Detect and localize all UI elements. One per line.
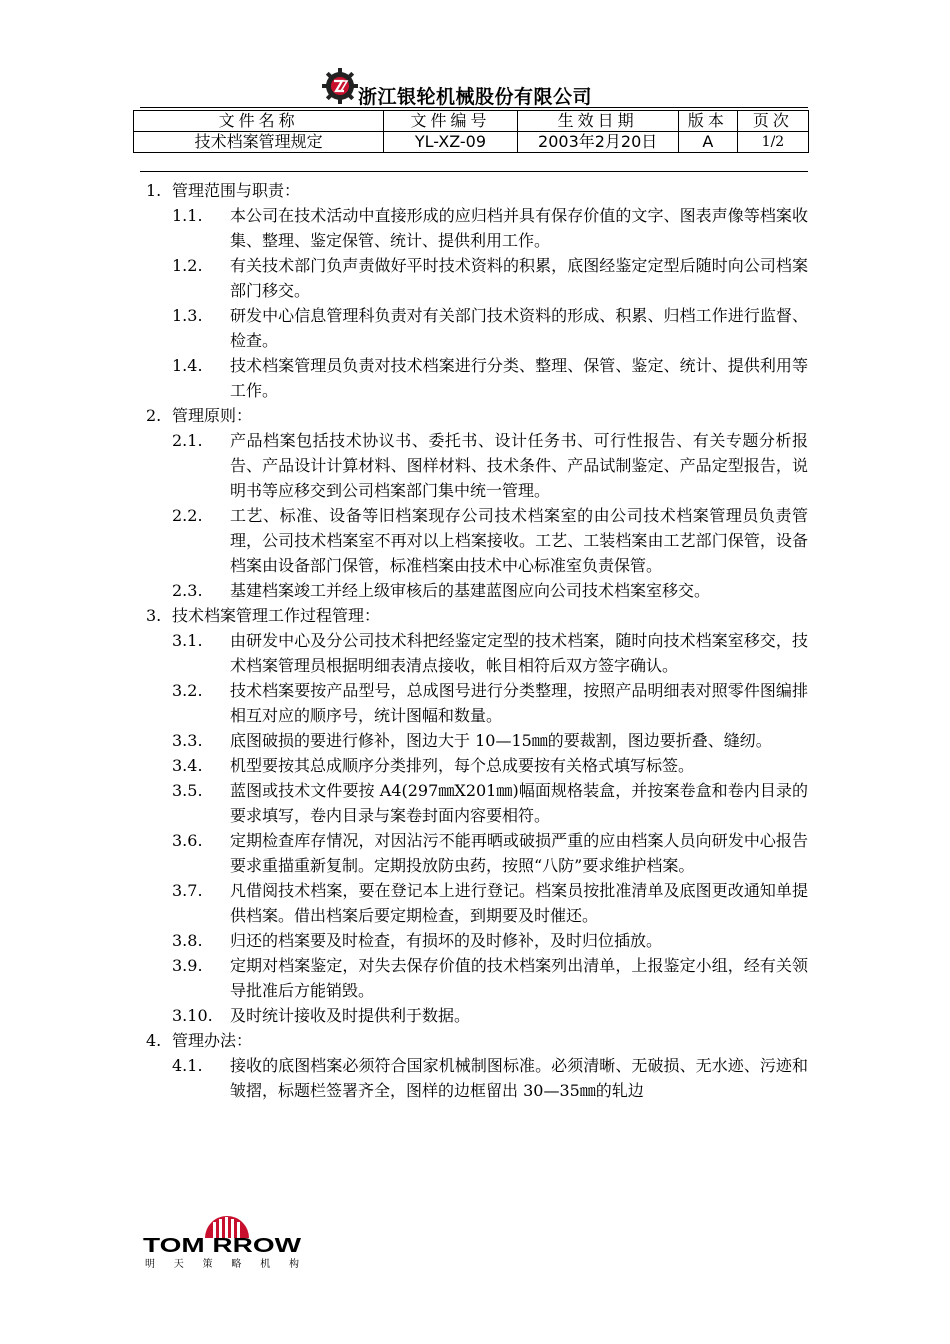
clause-number: 2.1. — [172, 431, 203, 450]
clause-item — [0, 1003, 950, 1028]
clause-text: 归还的档案要及时检查，有损坏的及时修补，及时归位插放。 — [230, 931, 663, 950]
clause-item — [0, 828, 950, 878]
header-effective-date: 生效日期 — [517, 111, 678, 132]
clause-text: 本公司在技术活动中直接形成的应归档并具有保存价值的文字、图表声像等档案收集、整理、鉴定保管、统计、提供利用工作。 — [230, 206, 808, 250]
document-body — [0, 178, 950, 1103]
clause-item — [0, 428, 950, 503]
clause-text: 有关技术部门负声责做好平时技术资料的积累，底图经鉴定定型后随时向公司档案部门移交。 — [230, 256, 808, 300]
clause-item — [0, 628, 950, 678]
company-name: 浙江银轮机械股份有限公司 — [358, 86, 593, 108]
clause-item — [0, 353, 950, 403]
clause-number: 3.4. — [172, 756, 203, 775]
section-heading — [0, 1028, 950, 1053]
clause-item — [0, 203, 950, 253]
value-page: 1/2 — [737, 132, 808, 153]
clause-number: 4.1. — [172, 1056, 203, 1075]
clause-text: 凡借阅技术档案，要在登记本上进行登记。档案员按批准清单及底图更改通知单提供档案。借出档案后要定期检查，到期要及时催还。 — [230, 881, 808, 925]
section-title: 管理范围与职责： — [172, 181, 301, 200]
document-header — [0, 66, 950, 108]
svg-text:TOM RROW: TOM RROW — [143, 1235, 302, 1257]
clause-text: 技术档案管理员负责对技术档案进行分类、整理、保管、鉴定、统计、提供利用等工作。 — [230, 356, 808, 400]
clause-text: 接收的底图档案必须符合国家机械制图标准。必须清晰、无破损、无水迹、污迹和皱摺，标题栏签署齐全，图样的边框留出 30—35㎜的轧边 — [230, 1056, 808, 1100]
tomorrow-building-logo-icon — [143, 1210, 303, 1270]
info-table-value-row — [134, 132, 809, 153]
clause-text: 及时统计接收及时提供利于数据。 — [230, 1006, 471, 1025]
clause-text: 研发中心信息管理科负责对有关部门技术资料的形成、积累、归档工作进行监督、检查。 — [230, 306, 808, 350]
section-heading — [0, 603, 950, 628]
clause-text: 底图破损的要进行修补，图边大于 10—15㎜的要裁割，图边要折叠、缝纫。 — [230, 731, 772, 750]
clause-item — [0, 503, 950, 578]
header-rule-top — [140, 107, 808, 108]
section-number: 4. — [146, 1031, 162, 1050]
clause-number: 3.7. — [172, 881, 203, 900]
document-info-table — [133, 110, 809, 153]
section-number: 3. — [146, 606, 162, 625]
section-title: 管理办法： — [172, 1031, 253, 1050]
clause-item — [0, 728, 950, 753]
value-effective-date: 2003年2月20日 — [517, 132, 678, 153]
clause-item — [0, 928, 950, 953]
clause-text: 定期检查库存情况，对因沾污不能再晒或破损严重的应由档案人员向研发中心报告要求重描重新复制。定期投放防虫药，按照“八防”要求维护档案。 — [230, 831, 808, 875]
section-heading — [0, 403, 950, 428]
clause-number: 1.4. — [172, 356, 203, 375]
clause-text: 工艺、标准、设备等旧档案现存公司技术档案室的由公司技术档案管理员负责管理，公司技术档案室不再对以上档案接收。工艺、工装档案由工艺部门保管，设备档案由设备部门保管，标准档案由技术中心标准室负责保管。 — [230, 506, 808, 575]
clause-number: 3.1. — [172, 631, 203, 650]
clause-text: 基建档案竣工并经上级审核后的基建蓝图应向公司技术档案室移交。 — [230, 581, 711, 600]
clause-text: 由研发中心及分公司技术科把经鉴定定型的技术档案，随时向技术档案室移交，技术档案管理员根据明细表清点接收，帐目相符后双方签字确认。 — [230, 631, 808, 675]
clause-item — [0, 778, 950, 828]
header-file-number: 文件编号 — [384, 111, 517, 132]
clause-number: 3.3. — [172, 731, 203, 750]
header-page: 页次 — [737, 111, 808, 132]
section-heading — [0, 178, 950, 203]
clause-text: 产品档案包括技术协议书、委托书、设计任务书、可行性报告、有关专题分析报告、产品设计计算材料、图样材料、技术条件、产品试制鉴定、产品定型报告，说明书等应移交到公司档案部门集中统一管理。 — [230, 431, 808, 500]
section-number: 1. — [146, 181, 162, 200]
clause-item — [0, 253, 950, 303]
header-version: 版本 — [678, 111, 737, 132]
clause-number: 3.6. — [172, 831, 203, 850]
header-file-name: 文件名称 — [134, 111, 384, 132]
value-file-number: YL-XZ-09 — [384, 132, 517, 153]
clause-number: 3.9. — [172, 956, 203, 975]
clause-number: 2.3. — [172, 581, 203, 600]
clause-item — [0, 753, 950, 778]
clause-number: 3.5. — [172, 781, 203, 800]
clause-number: 3.10. — [172, 1006, 213, 1025]
section-number: 2. — [146, 406, 162, 425]
value-version: A — [678, 132, 737, 153]
clause-item — [0, 578, 950, 603]
header-rule-bottom — [140, 171, 808, 172]
clause-item — [0, 1053, 950, 1103]
clause-number: 3.2. — [172, 681, 203, 700]
company-gear-logo-icon — [322, 68, 358, 104]
section-title: 管理原则： — [172, 406, 253, 425]
clause-text: 定期对档案鉴定，对失去保存价值的技术档案列出清单，上报鉴定小组，经有关领导批准后方能销毁。 — [230, 956, 808, 1000]
clause-item — [0, 303, 950, 353]
value-file-name: 技术档案管理规定 — [134, 132, 384, 153]
clause-number: 1.2. — [172, 256, 203, 275]
clause-text: 蓝图或技术文件要按 A4(297㎜X201㎜)幅面规格装盒，并按案卷盒和卷内目录的要求填写，卷内目录与案卷封面内容要相符。 — [230, 781, 808, 825]
clause-number: 1.3. — [172, 306, 203, 325]
clause-number: 1.1. — [172, 206, 203, 225]
section-title: 技术档案管理工作过程管理： — [172, 606, 381, 625]
clause-item — [0, 953, 950, 1003]
svg-text:明 天 策 略 机 构: 明 天 策 略 机 构 — [145, 1259, 299, 1270]
info-table-header-row — [134, 111, 809, 132]
clause-number: 3.8. — [172, 931, 203, 950]
clause-text: 技术档案要按产品型号，总成图号进行分类整理，按照产品明细表对照零件图编排相互对应的顺序号，统计图幅和数量。 — [230, 681, 808, 725]
clause-item — [0, 678, 950, 728]
clause-text: 机型要按其总成顺序分类排列，每个总成要按有关格式填写标签。 — [230, 756, 695, 775]
clause-item — [0, 878, 950, 928]
clause-number: 2.2. — [172, 506, 203, 525]
